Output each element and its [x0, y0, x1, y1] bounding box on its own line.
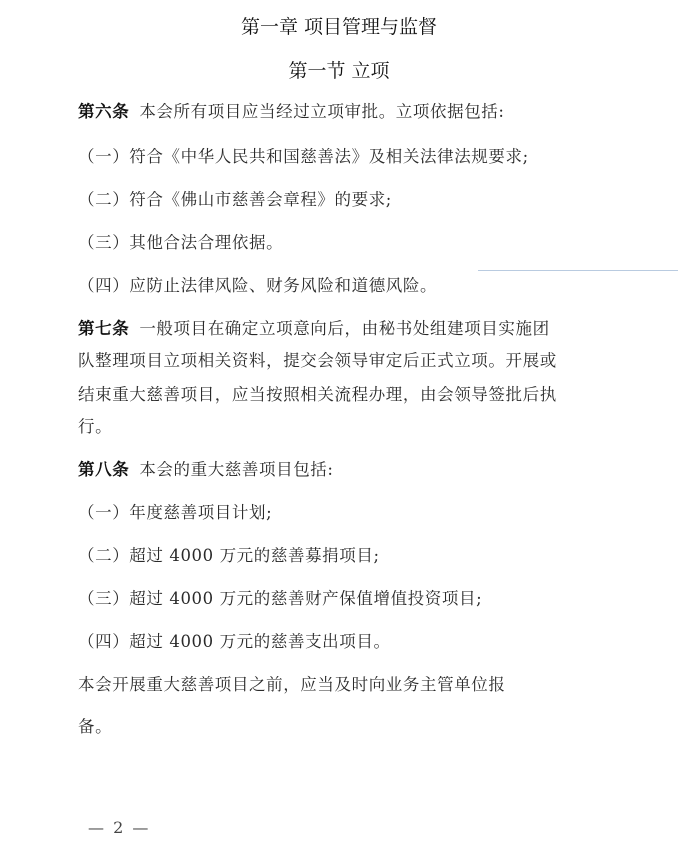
article-6-item-2: （二）符合《佛山市慈善会章程》的要求; [78, 190, 392, 209]
article-6-intro [78, 101, 638, 123]
closing-line-1: 本会开展重大慈善项目之前，应当及时向业务主管单位报 [78, 675, 506, 694]
article-8-label: 第八条 [78, 460, 130, 479]
article-6-label: 第六条 [78, 102, 130, 121]
article-7-label: 第七条 [78, 319, 130, 338]
article-7-line-3: 结束重大慈善项目，应当按照相关流程办理，由会领导签批后执 [78, 385, 557, 404]
article-7-line-1-text: 一般项目在确定立项意向后，由秘书处组建项目实施团 [139, 319, 550, 338]
article-6-item-4: （四）应防止法律风险、财务风险和道德风险。 [78, 276, 438, 295]
article-6-intro-text: 本会所有项目应当经过立项审批。立项依据包括: [139, 102, 505, 121]
article-6-item-1: （一）符合《中华人民共和国慈善法》及相关法律法规要求; [78, 147, 529, 166]
section-title: 第一节 立项 [288, 60, 390, 82]
closing-line-2: 备。 [78, 717, 113, 736]
article-8-intro-text: 本会的重大慈善项目包括: [139, 460, 334, 479]
article-7-line-2: 队整理项目立项相关资料，提交会领导审定后正式立项。开展或 [78, 351, 557, 370]
article-8-item-4: （四）超过 4000 万元的慈善支出项目。 [78, 632, 391, 651]
chapter-title: 第一章 项目管理与监督 [240, 16, 438, 38]
article-7-line-1 [78, 318, 638, 340]
page-number: — 2 — [88, 818, 151, 837]
article-8-item-3: （三）超过 4000 万元的慈善财产保值增值投资项目; [78, 589, 483, 608]
article-7-line-4: 行。 [78, 417, 113, 436]
article-8-item-1: （一）年度慈善项目计划; [78, 503, 273, 522]
article-6-item-3: （三）其他合法合理依据。 [78, 233, 284, 252]
faint-horizontal-rule [478, 270, 678, 271]
article-8-intro [78, 459, 638, 481]
article-8-item-2: （二）超过 4000 万元的慈善募捐项目; [78, 546, 380, 565]
